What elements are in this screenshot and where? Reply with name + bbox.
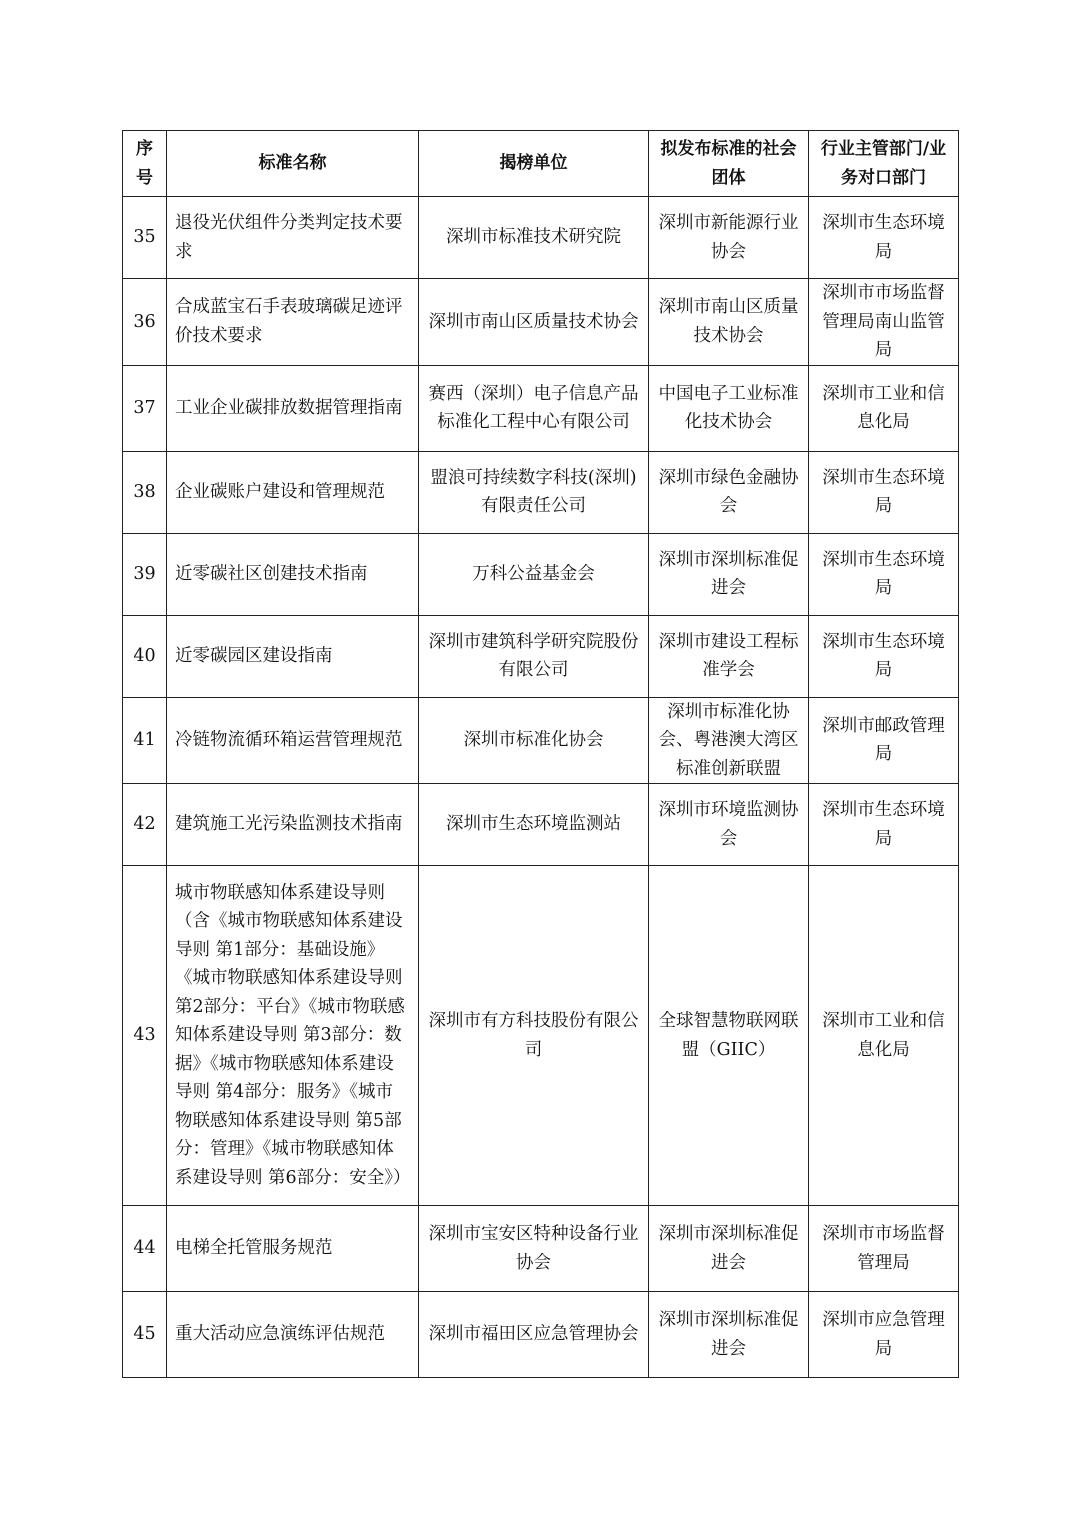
row-standard-name: 城市物联感知体系建设导则（含《城市物联感知体系建设导则 第1部分：基础设施》《城市物联感知体系建设导则 第2部分：平台》《城市物联感知体系建设导则 第3部分：数据》《城市物联感知体系建设导则 第4部分：服务》《城市物联感知体系建设导则 第5部分：管理》《城市物联感知体系建设导则 第6部分：安全》）: [167, 866, 419, 1206]
row-social-group: 深圳市深圳标准促进会: [649, 1206, 809, 1292]
row-undertaking-unit: 深圳市生态环境监测站: [419, 784, 649, 866]
row-serial-number: 43: [123, 866, 167, 1206]
row-serial-number: 44: [123, 1206, 167, 1292]
row-undertaking-unit: 深圳市有方科技股份有限公司: [419, 866, 649, 1206]
row-social-group: 深圳市环境监测协会: [649, 784, 809, 866]
row-competent-department: 深圳市市场监督管理局: [809, 1206, 959, 1292]
row-serial-number: 39: [123, 533, 167, 615]
row-competent-department: 深圳市生态环境局: [809, 533, 959, 615]
row-undertaking-unit: 赛西（深圳）电子信息产品标准化工程中心有限公司: [419, 365, 649, 451]
row-standard-name: 建筑施工光污染监测技术指南: [167, 784, 419, 866]
row-undertaking-unit: 深圳市标准化协会: [419, 697, 649, 784]
header-standard-name: 标准名称: [167, 131, 419, 197]
row-competent-department: 深圳市生态环境局: [809, 615, 959, 697]
row-standard-name: 工业企业碳排放数据管理指南: [167, 365, 419, 451]
row-social-group: 深圳市绿色金融协会: [649, 451, 809, 533]
header-social-group: 拟发布标准的社会团体: [649, 131, 809, 197]
row-social-group: 深圳市标准化协会、粤港澳大湾区标准创新联盟: [649, 697, 809, 784]
row-standard-name: 近零碳园区建设指南: [167, 615, 419, 697]
row-social-group: 深圳市深圳标准促进会: [649, 533, 809, 615]
table-row: [123, 1292, 959, 1378]
row-standard-name: 重大活动应急演练评估规范: [167, 1292, 419, 1378]
table-row: [123, 784, 959, 866]
row-undertaking-unit: 深圳市南山区质量技术协会: [419, 279, 649, 366]
header-serial-number: 序号: [123, 131, 167, 197]
table-row: [123, 866, 959, 1206]
row-serial-number: 35: [123, 197, 167, 279]
row-undertaking-unit: 深圳市福田区应急管理协会: [419, 1292, 649, 1378]
row-serial-number: 38: [123, 451, 167, 533]
row-serial-number: 40: [123, 615, 167, 697]
row-social-group: 中国电子工业标准化技术协会: [649, 365, 809, 451]
row-standard-name: 近零碳社区创建技术指南: [167, 533, 419, 615]
row-standard-name: 合成蓝宝石手表玻璃碳足迹评价技术要求: [167, 279, 419, 366]
table-row: [123, 615, 959, 697]
table-header-row: [123, 131, 959, 197]
row-undertaking-unit: 万科公益基金会: [419, 533, 649, 615]
table-row: [123, 365, 959, 451]
row-competent-department: 深圳市生态环境局: [809, 197, 959, 279]
row-competent-department: 深圳市邮政管理局: [809, 697, 959, 784]
row-serial-number: 37: [123, 365, 167, 451]
table-row: [123, 1206, 959, 1292]
row-competent-department: 深圳市工业和信息化局: [809, 365, 959, 451]
row-standard-name: 冷链物流循环箱运营管理规范: [167, 697, 419, 784]
row-social-group: 深圳市建设工程标准学会: [649, 615, 809, 697]
row-competent-department: 深圳市工业和信息化局: [809, 866, 959, 1206]
row-serial-number: 41: [123, 697, 167, 784]
row-social-group: 深圳市南山区质量技术协会: [649, 279, 809, 366]
row-competent-department: 深圳市应急管理局: [809, 1292, 959, 1378]
table-row: [123, 533, 959, 615]
table-row: [123, 197, 959, 279]
row-serial-number: 36: [123, 279, 167, 366]
row-standard-name: 企业碳账户建设和管理规范: [167, 451, 419, 533]
header-competent-department: 行业主管部门/业务对口部门: [809, 131, 959, 197]
table-row: [123, 451, 959, 533]
row-competent-department: 深圳市生态环境局: [809, 784, 959, 866]
row-serial-number: 45: [123, 1292, 167, 1378]
row-undertaking-unit: 深圳市宝安区特种设备行业协会: [419, 1206, 649, 1292]
standards-table: [122, 130, 959, 1378]
row-standard-name: 电梯全托管服务规范: [167, 1206, 419, 1292]
row-undertaking-unit: 盟浪可持续数字科技(深圳)有限责任公司: [419, 451, 649, 533]
row-social-group: 深圳市新能源行业协会: [649, 197, 809, 279]
row-competent-department: 深圳市生态环境局: [809, 451, 959, 533]
row-social-group: 全球智慧物联网联盟（GIIC）: [649, 866, 809, 1206]
table-row: [123, 279, 959, 366]
row-social-group: 深圳市深圳标准促进会: [649, 1292, 809, 1378]
row-undertaking-unit: 深圳市建筑科学研究院股份有限公司: [419, 615, 649, 697]
table-row: [123, 697, 959, 784]
header-undertaking-unit: 揭榜单位: [419, 131, 649, 197]
row-undertaking-unit: 深圳市标准技术研究院: [419, 197, 649, 279]
row-standard-name: 退役光伏组件分类判定技术要求: [167, 197, 419, 279]
row-competent-department: 深圳市市场监督管理局南山监管局: [809, 279, 959, 366]
row-serial-number: 42: [123, 784, 167, 866]
